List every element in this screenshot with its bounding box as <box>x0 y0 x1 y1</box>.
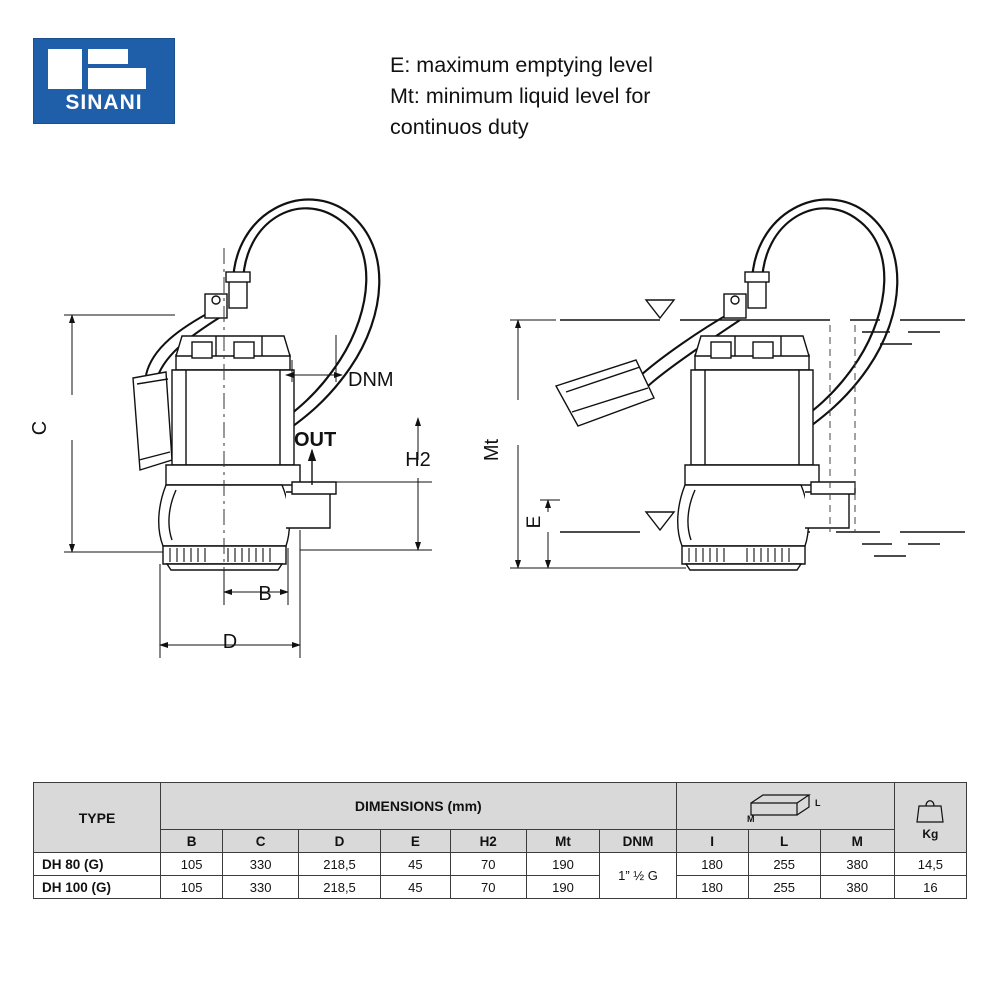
dimensions-table <box>33 782 967 899</box>
th-weight <box>894 783 966 853</box>
box-icon <box>739 789 831 823</box>
brand-logo <box>33 38 175 124</box>
cell-kg: 14,5 <box>894 853 966 876</box>
logo-mark-icon <box>48 49 160 89</box>
cell-i: 180 <box>676 876 748 899</box>
cell-type: DH 80 (G) <box>34 853 161 876</box>
cell-m: 380 <box>820 876 894 899</box>
th-col-mt: Mt <box>526 830 600 853</box>
th-col-h2: H2 <box>450 830 526 853</box>
logo-wordmark: SINANI <box>65 91 143 114</box>
cell-b: 105 <box>161 853 223 876</box>
label-c: C <box>29 420 51 436</box>
legend-line-1: E: maximum emptying level <box>390 53 653 77</box>
cell-type: DH 100 (G) <box>34 876 161 899</box>
cell-dnm: 1” ½ G <box>600 853 676 899</box>
weight-icon <box>915 794 945 824</box>
svg-text:M: M <box>747 814 755 823</box>
label-h2: H2 <box>405 449 431 471</box>
technical-drawing <box>0 160 1000 720</box>
label-b: B <box>258 583 272 605</box>
cell-l: 255 <box>748 876 820 899</box>
cell-kg: 16 <box>894 876 966 899</box>
label-d: D <box>222 631 238 653</box>
cell-d: 218,5 <box>299 876 381 899</box>
label-mt: Mt <box>481 438 503 462</box>
weight-unit-label: Kg <box>922 827 939 841</box>
th-col-d: D <box>299 830 381 853</box>
th-dimensions: DIMENSIONS (mm) <box>161 783 676 830</box>
legend-line-2: Mt: minimum liquid level for <box>390 84 651 108</box>
cell-i: 180 <box>676 853 748 876</box>
th-type: TYPE <box>34 783 161 853</box>
svg-text:L: L <box>815 798 821 808</box>
cell-mt: 190 <box>526 853 600 876</box>
cell-h2: 70 <box>450 853 526 876</box>
cell-e: 45 <box>381 853 451 876</box>
th-col-e: E <box>381 830 451 853</box>
label-out: OUT <box>294 429 337 451</box>
th-col-m: M <box>820 830 894 853</box>
label-dnm: DNM <box>348 369 394 391</box>
th-col-b: B <box>161 830 223 853</box>
table-row <box>34 853 967 876</box>
th-col-i: I <box>676 830 748 853</box>
cell-mt: 190 <box>526 876 600 899</box>
cell-d: 218,5 <box>299 853 381 876</box>
cell-l: 255 <box>748 853 820 876</box>
th-packaging <box>676 783 894 830</box>
cell-b: 105 <box>161 876 223 899</box>
cell-m: 380 <box>820 853 894 876</box>
label-e: E <box>524 515 545 529</box>
legend-line-3: continuos duty <box>390 115 529 139</box>
th-col-dnm: DNM <box>600 830 676 853</box>
cell-h2: 70 <box>450 876 526 899</box>
cell-e: 45 <box>381 876 451 899</box>
th-col-c: C <box>223 830 299 853</box>
th-col-l: L <box>748 830 820 853</box>
cell-c: 330 <box>223 876 299 899</box>
legend-block <box>390 50 860 143</box>
cell-c: 330 <box>223 853 299 876</box>
table-row <box>34 876 967 899</box>
